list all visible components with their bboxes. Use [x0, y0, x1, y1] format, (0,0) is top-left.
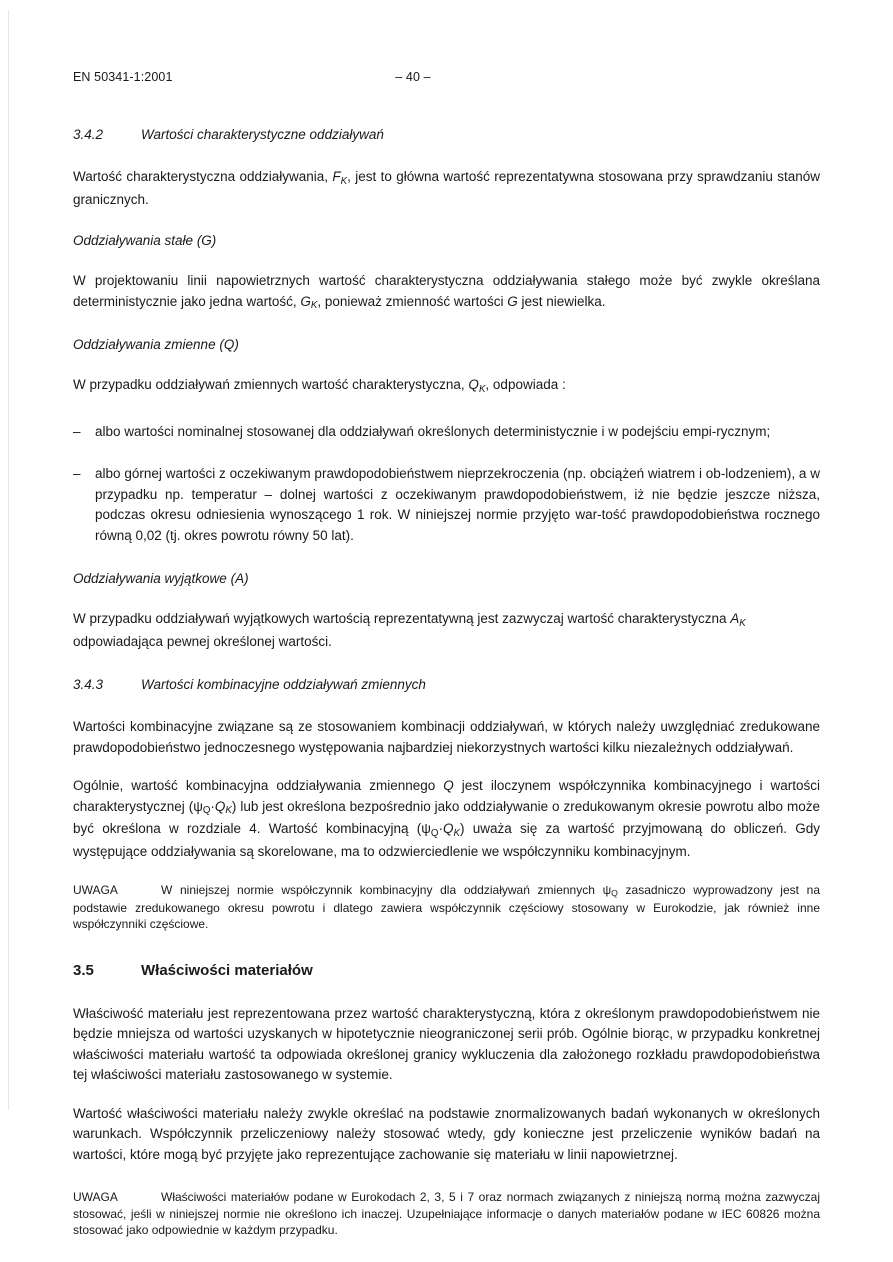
- list-item: [73, 464, 820, 546]
- paragraph-343-1: Wartości kombinacyjne związane są ze stosowaniem kombinacji oddziaływań, w których należy uwzględniać zredukowane prawdopodobieństwo jednoczesnego występowania najbardziej niekorzystnych wartości kilku niezależnych oddziaływań.: [73, 719, 820, 755]
- text-fragment: Ogólnie, wartość kombinacyjna oddziaływania zmiennego: [73, 778, 444, 793]
- symbol-base: ψ: [421, 821, 431, 836]
- heading-3-5-number: 3.5: [73, 961, 94, 979]
- heading-3-5: [73, 961, 820, 980]
- symbol-subscript: K: [340, 175, 348, 187]
- paragraph-permanent-actions: [73, 271, 820, 314]
- symbol-subscript: K: [739, 617, 746, 629]
- paragraph-35-2: Wartość właściwości materiału należy zwykle określać na podstawie znormalizowanych badań wykonanych w określonych warunkach. Współczynnik przeliczeniowy należy stosować wtedy, gdy konieczne jest przeliczenie wyników badań na wartości, które mogą być przyjęte jako reprezentujące zachowanie się materiału w linii napowietrznej.: [73, 1105, 820, 1162]
- symbol-subscript: K: [225, 805, 232, 817]
- list-item-text: albo wartości nominalnej stosowanej dla oddziaływań określonych deterministycznie i w podejściu empi-rycznym;: [95, 423, 771, 439]
- symbol-base: G: [300, 293, 311, 309]
- text-fragment: Wartość charakterystyczna oddziaływania,: [73, 169, 333, 184]
- symbol-base: F: [332, 169, 341, 184]
- symbol-Q: Q: [443, 778, 454, 793]
- text-fragment: W przypadku oddziaływań wyjątkowych wartością reprezentatywną jest zazwyczaj wartość charakterystyczna: [73, 611, 731, 626]
- text-fragment: , jest to główna wartość reprezentatywna stosowana przy sprawdzaniu stanów granicznych.: [73, 169, 821, 207]
- dash-bullet-icon: –: [73, 423, 81, 439]
- symbol-subscript: Q: [611, 888, 618, 899]
- paragraph-variable-actions: [73, 375, 820, 398]
- document-id: EN 50341-1:2001: [73, 70, 173, 84]
- symbol-base: Q: [468, 377, 479, 392]
- heading-3-4-3-title: Wartości kombinacyjne oddziaływań zmiennych: [141, 677, 426, 692]
- multiplication-dot: ·: [438, 821, 443, 836]
- symbol-base: Q: [442, 821, 454, 836]
- symbol-A-K: [730, 611, 746, 629]
- list-item: [73, 422, 820, 443]
- note-uwaga-35: [73, 1189, 820, 1239]
- variable-actions-list: [73, 422, 820, 547]
- text-fragment: Właściwości materiałów podane w Eurokodach 2, 3, 5 i 7 oraz normach związanych z niniejszą normą można zazwyczaj stosować, jeśli w niniejszej normie nie określono ich inaczej. Uzupełniające informacje o danych materiałów podane w IEC 60826 można stosować jako odpowiednie w każdym przypadku.: [73, 1190, 820, 1237]
- heading-3-5-title: Właściwości materiałów: [141, 961, 313, 979]
- text-fragment: jest niewielka.: [517, 293, 606, 309]
- symbol-psi-Q: [603, 883, 618, 897]
- symbol-subscript: Q: [430, 827, 439, 839]
- subheading-accidental-actions: Oddziaływania wyjątkowe (A): [73, 571, 249, 586]
- note-uwaga-343: [73, 882, 820, 933]
- heading-3-4-2-number: 3.4.2: [73, 127, 104, 142]
- dash-bullet-icon: –: [73, 466, 81, 481]
- list-item-text: albo górnej wartości z oczekiwanym prawdopodobieństwem nieprzekroczenia (np. obciążeń wiatrem i ob-lodzeniem), a w przypadku np. temperatur – dolnej wartości z oczekiwanym prawdopodobieństwem, iż nie będzie jeszcze niższa, podczas okresu odniesienia wynoszącego 1 rok. W niniejszej normie przyjęto war-tość prawdopodobieństwa rocznego równą 0,02 (tj. okres powrotu równy 50 lat).: [95, 466, 820, 543]
- page-content: [73, 0, 820, 1239]
- symbol-G-K: [300, 293, 318, 312]
- heading-3-4-2: [73, 126, 820, 143]
- paragraph-342-intro: [73, 167, 820, 210]
- symbol-base: ψ: [602, 883, 612, 897]
- subheading-variable-actions: Oddziaływania zmienne (Q): [73, 337, 239, 352]
- symbol-subscript: K: [453, 827, 460, 839]
- text-fragment: , ponieważ zmienność wartości: [317, 293, 508, 309]
- heading-3-4-2-title: Wartości charakterystyczne oddziaływań: [141, 127, 384, 142]
- symbol-Q-K: [214, 798, 232, 817]
- page-number: – 40 –: [395, 70, 431, 84]
- note-label: UWAGA: [73, 883, 118, 897]
- symbol-psi-Q: [421, 821, 439, 839]
- symbol-base: Q: [214, 798, 226, 814]
- text-fragment: ) uważa się za wartość przyjmowaną do obliczeń. Gdy występujące oddziaływania są skorelowane, ma to odzwierciedlenie we współczynniku kombinacyjnym.: [73, 821, 820, 859]
- symbol-subscript: K: [478, 383, 486, 395]
- note-label: UWAGA: [73, 1190, 118, 1204]
- text-fragment: jest iloczynem współczynnika kombinacyjnego i wartości charakterystycznej (: [73, 778, 821, 814]
- symbol-base: ψ: [193, 798, 203, 814]
- symbol-subscript: Q: [202, 805, 211, 817]
- symbol-psi-Q: [193, 798, 211, 817]
- symbol-Q-K: [468, 377, 486, 395]
- heading-3-4-3-number: 3.4.3: [73, 677, 104, 692]
- running-head: [73, 70, 820, 92]
- text-fragment: W przypadku oddziaływań zmiennych wartość charakterystyczna,: [73, 377, 469, 392]
- text-fragment: odpowiadająca pewnej określonej wartości.: [73, 633, 332, 649]
- scan-edge-artifact: [8, 10, 9, 1110]
- text-fragment: zasadniczo wyprowadzony jest na podstawie zredukowanego okresu powrotu i dlatego zawiera współczynnik częściowy stosowany w Eurokodzie, jak również inne współczynniki częściowe.: [73, 883, 821, 931]
- text-fragment: W projektowaniu linii napowietrznych wartość charakterystyczna oddziaływania stałego może być zwykle określana deterministycznie jako jedna wartość,: [73, 273, 820, 309]
- symbol-base: A: [730, 611, 740, 626]
- symbol-G: G: [507, 293, 518, 309]
- text-fragment: , odpowiada :: [485, 377, 566, 392]
- heading-3-4-3: [73, 676, 820, 693]
- paragraph-35-1: Właściwość materiału jest reprezentowana przez wartość charakterystyczną, która z określonym prawdopodobieństwem nie będzie mniejsza od wartości uzyskanych w hipotetycznie nieograniczonej serii prób. Ogólnie biorąc, w przypadku konkretnej właściwości materiału wartość ta odpowiada określonej granicy wykluczenia dla założonego rozkładu prawdopodobieństwa tej właściwości materiału zastosowanego w systemie.: [73, 1005, 820, 1082]
- multiplication-dot: ·: [210, 798, 215, 814]
- text-fragment: W niniejszej normie współczynnik kombinacyjny dla oddziaływań zmiennych: [161, 883, 603, 897]
- symbol-subscript: K: [310, 300, 318, 312]
- subheading-permanent-actions: Oddziaływania stałe (G): [73, 233, 217, 248]
- symbol-Q-K: [442, 821, 460, 839]
- symbol-F-K: [332, 169, 348, 187]
- text-fragment: ) lub jest określona bezpośrednio jako oddziaływanie o zredukowanym okresie powrotu albo może być określona w rozdziale 4. Wartość kombinacyjną (: [73, 798, 820, 836]
- paragraph-343-2: [73, 776, 820, 862]
- paragraph-accidental-actions: [73, 609, 820, 652]
